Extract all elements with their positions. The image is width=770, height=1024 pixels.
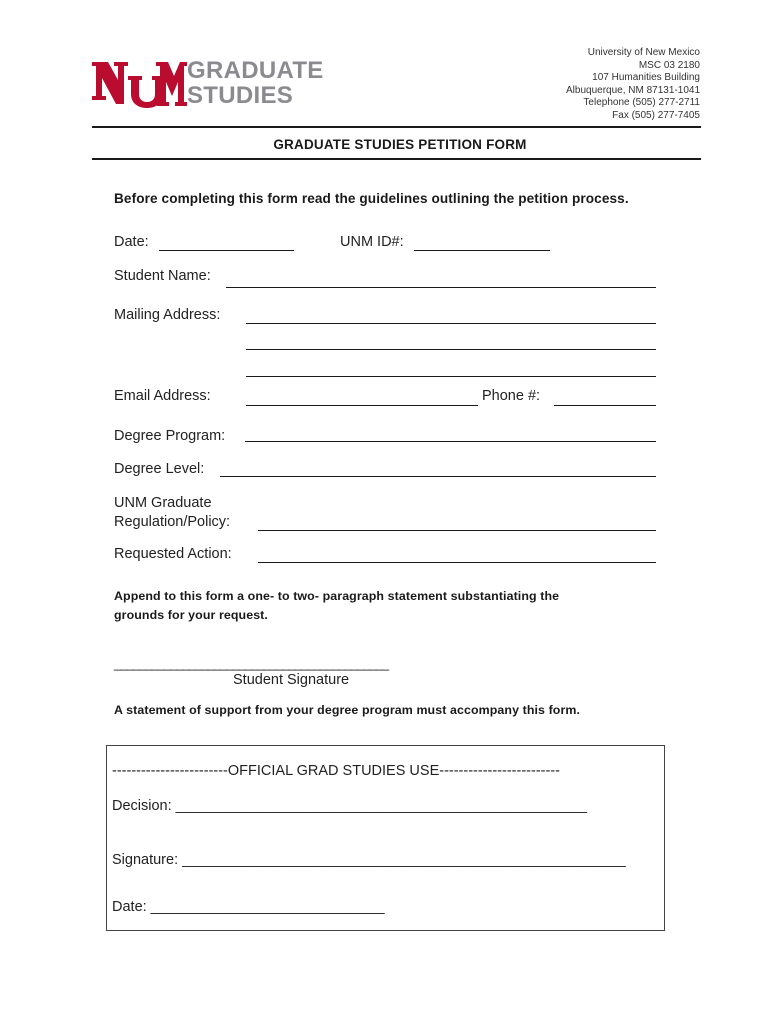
append-note-line2: grounds for your request. bbox=[114, 608, 268, 622]
degree-program-field[interactable] bbox=[245, 441, 656, 442]
unm-id-label: UNM ID#: bbox=[340, 234, 404, 250]
unm-id-field[interactable] bbox=[414, 250, 550, 251]
official-use-title: ------------------------OFFICIAL GRAD STUDIES USE------------------------- bbox=[112, 763, 560, 779]
email-label: Email Address: bbox=[114, 388, 211, 404]
graduate-studies-wordmark bbox=[187, 58, 324, 108]
date-label: Date: bbox=[114, 234, 149, 250]
student-signature-field[interactable]: ____________________________________________ bbox=[114, 656, 389, 671]
wordmark-line2: STUDIES bbox=[187, 82, 294, 109]
contact-line: Fax (505) 277-7405 bbox=[612, 109, 700, 121]
student-name-field[interactable] bbox=[226, 287, 656, 288]
student-signature-label: Student Signature bbox=[233, 672, 350, 688]
append-note bbox=[114, 587, 559, 625]
requested-action-field[interactable] bbox=[258, 562, 656, 563]
mailing-address-field-3[interactable] bbox=[246, 376, 656, 377]
support-note: A statement of support from your degree program must accompany this form. bbox=[114, 703, 581, 717]
contact-line: University of New Mexico bbox=[587, 47, 700, 58]
date-field[interactable] bbox=[159, 250, 294, 251]
degree-program-label: Degree Program: bbox=[114, 428, 226, 444]
requested-action-label: Requested Action: bbox=[114, 546, 232, 562]
contact-line: Telephone (505) 277-2711 bbox=[583, 97, 700, 108]
mailing-address-label: Mailing Address: bbox=[114, 307, 221, 323]
append-note-line1: Append to this form a one- to two- paragraph statement substantiating the bbox=[114, 589, 560, 603]
mailing-address-field-2[interactable] bbox=[246, 349, 656, 350]
degree-level-field[interactable] bbox=[220, 476, 656, 477]
contact-line: 107 Humanities Building bbox=[592, 72, 700, 83]
title-top-rule bbox=[92, 126, 701, 128]
contact-line: Albuquerque, NM 87131-1041 bbox=[566, 84, 700, 96]
wordmark-line1: GRADUATE bbox=[187, 57, 324, 84]
phone-label: Phone #: bbox=[482, 388, 541, 404]
regulation-label-line1: UNM Graduate bbox=[114, 495, 212, 511]
title-bottom-rule bbox=[92, 158, 701, 160]
phone-field[interactable] bbox=[554, 405, 656, 406]
official-date-field[interactable]: Date: _____________________________ bbox=[112, 899, 385, 915]
intro-text: Before completing this form read the guidelines outlining the petition process. bbox=[114, 191, 629, 206]
contact-line: MSC 03 2180 bbox=[638, 59, 700, 71]
regulation-label-line2: Regulation/Policy: bbox=[114, 514, 231, 530]
unm-logo-mark-icon bbox=[92, 56, 187, 112]
contact-block bbox=[566, 47, 700, 122]
student-name-label: Student Name: bbox=[114, 268, 211, 284]
mailing-address-field-1[interactable] bbox=[246, 323, 656, 324]
regulation-field[interactable] bbox=[258, 530, 656, 531]
form-title: GRADUATE STUDIES PETITION FORM bbox=[273, 137, 527, 152]
decision-field[interactable]: Decision: ___________________________________________________ bbox=[112, 798, 587, 814]
email-field[interactable] bbox=[246, 405, 478, 406]
degree-level-label: Degree Level: bbox=[114, 461, 205, 477]
official-signature-field[interactable]: Signature: _______________________________________________________ bbox=[112, 852, 626, 868]
